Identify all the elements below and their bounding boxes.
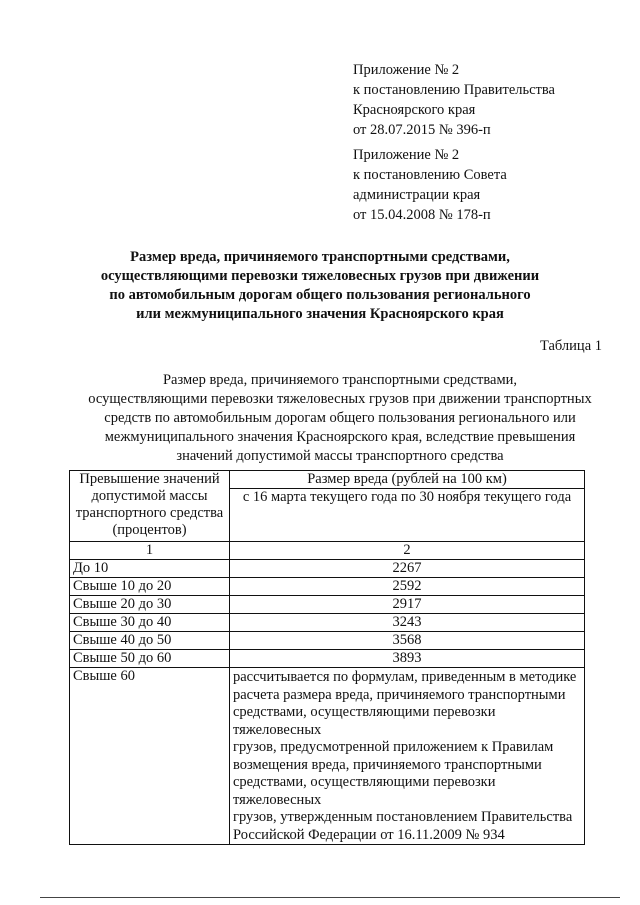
title-line: Размер вреда, причиняемого транспортными средствами, (130, 249, 510, 265)
note-line: рассчитывается по формулам, приведенным в методике (233, 669, 577, 685)
appendix-line: к постановлению Правительства (353, 82, 555, 98)
col-number-2: 2 (230, 542, 585, 560)
table-label: Таблица 1 (539, 338, 602, 354)
table-title (40, 371, 640, 466)
appendix-line: от 15.04.2008 № 178-п (353, 207, 491, 223)
table-title-line: межмуниципального значения Красноярского края, вследствие превышения (104, 429, 576, 445)
note-line: возмещения вреда, причиняемого транспортными (233, 756, 542, 773)
appendix-line: Приложение № 2 (353, 147, 460, 163)
value-cell: 2592 (230, 578, 585, 596)
range-cell: Свыше 50 до 60 (70, 650, 230, 668)
table-row (70, 560, 585, 578)
range-cell: Свыше 30 до 40 (70, 614, 230, 632)
value-cell: 3243 (230, 614, 585, 632)
note-line: грузов, утвержденным постановлением Правительства (233, 809, 573, 825)
range-cell: До 10 (70, 560, 230, 578)
col2-header: Размер вреда (рублей на 100 км) (230, 471, 585, 489)
col-number-1: 1 (70, 542, 230, 560)
title-line: или межмуниципального значения Красноярского края (136, 306, 504, 322)
appendix-line: администрации края (353, 187, 481, 203)
col1-header: Превышение значений допустимой массы транспортного средства (процентов) (70, 471, 230, 542)
appendix-original-header (353, 145, 507, 225)
table-title-line: средств по автомобильным дорогам общего пользования регионального или (104, 410, 576, 426)
appendix-line: от 28.07.2015 № 396-п (353, 122, 491, 138)
table-row (70, 614, 585, 632)
column-number-row (70, 542, 585, 560)
note-line: грузов, предусмотренной приложением к Правилам (233, 739, 554, 755)
document-title (40, 248, 600, 324)
note-line: средствами, осуществляющими перевозки тяжеловесных (233, 704, 496, 738)
range-cell: Свыше 60 (70, 668, 230, 845)
formula-note-cell (230, 668, 585, 845)
table-title-line: осуществляющими перевозки тяжеловесных грузов при движении транспортных (88, 391, 592, 407)
table-row (70, 578, 585, 596)
damage-table (69, 470, 585, 845)
range-cell: Свыше 40 до 50 (70, 632, 230, 650)
title-line: по автомобильным дорогам общего пользования регионального (109, 287, 531, 303)
table-row (70, 596, 585, 614)
note-line: Российской Федерации от 16.11.2009 № 934 (233, 826, 505, 843)
value-cell: 3568 (230, 632, 585, 650)
table-row-last (70, 668, 585, 845)
appendix-line: к постановлению Совета (353, 167, 507, 183)
table-title-line: значений допустимой массы транспортного средства (176, 448, 504, 464)
header-row (70, 471, 585, 489)
range-cell: Свыше 10 до 20 (70, 578, 230, 596)
col2-subheader: с 16 марта текущего года по 30 ноября текущего года (230, 489, 585, 542)
table-row (70, 632, 585, 650)
value-cell: 3893 (230, 650, 585, 668)
title-line: осуществляющими перевозки тяжеловесных грузов при движении (100, 268, 540, 284)
appendix-line: Красноярского края (353, 102, 476, 118)
value-cell: 2917 (230, 596, 585, 614)
note-line: средствами, осуществляющими перевозки тяжеловесных (233, 774, 496, 808)
appendix-current-header (353, 60, 555, 140)
scan-edge-rule (40, 897, 620, 898)
table-title-line: Размер вреда, причиняемого транспортными средствами, (162, 372, 518, 388)
note-line: расчета размера вреда, причиняемого транспортными (233, 686, 566, 703)
appendix-line: Приложение № 2 (353, 62, 460, 78)
table-row (70, 650, 585, 668)
range-cell: Свыше 20 до 30 (70, 596, 230, 614)
value-cell: 2267 (230, 560, 585, 578)
